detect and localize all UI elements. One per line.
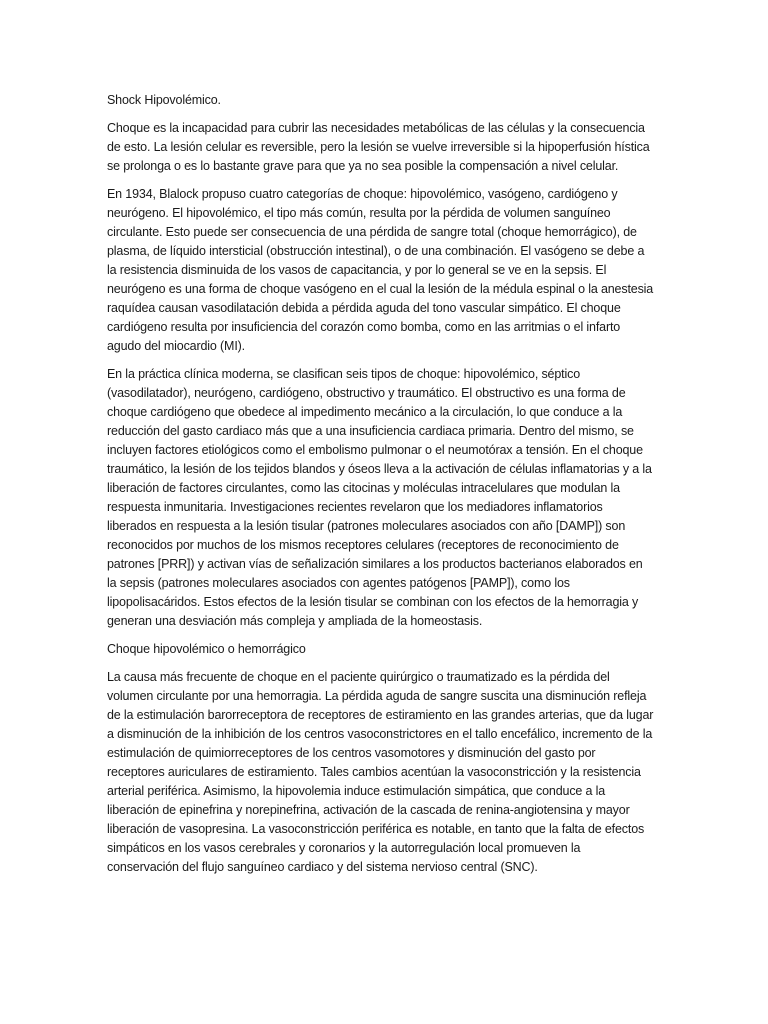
document-body: [107, 91, 655, 886]
paragraph-hemorrhagic-shock: La causa más frecuente de choque en el paciente quirúrgico o traumatizado es la pérdida del volumen circulante por una hemorragia. La pérdida aguda de sangre suscita una disminución refleja de la estimulación barorreceptora de receptores de estiramiento en las grandes arterias, que da lugar a disminución de la inhibición de los centros vasoconstrictores en el tallo encefálico, incremento de la estimulación de quimiorreceptores de los centros vasomotores y disminución del gasto por receptores auriculares de estiramiento. Tales cambios acentúan la vasoconstricción y la resistencia arterial periférica. Asimismo, la hipovolemia induce estimulación simpática, que conduce a la liberación de epinefrina y norepinefrina, activación de la cascada de renina-angiotensina y mayor liberación de vasopresina. La vasoconstricción periférica es notable, en tanto que la falta de efectos simpáticos en los vasos cerebrales y coronarios y la autorregulación local promueven la conservación del flujo sanguíneo cardiaco y del sistema nervioso central (SNC).: [107, 670, 654, 874]
paragraph-blalock-categories: En 1934, Blalock propuso cuatro categorías de choque: hipovolémico, vasógeno, cardiógeno y neurógeno. El hipovolémico, el tipo más común, resulta por la pérdida de volumen sanguíneo circulante. Esto puede ser consecuencia de una pérdida de sangre total (choque hemorrágico), de plasma, de líquido intersticial (obstrucción intestinal), o de una combinación. El vasógeno se debe a la resistencia disminuida de los vasos de capacitancia, y por lo general se ve en la sepsis. El neurógeno es una forma de choque vasógeno en el cual la lesión de la médula espinal o la anestesia raquídea causan vasodilatación debida a pérdida aguda del tono vascular simpático. El choque cardiógeno resulta por insuficiencia del corazón como bomba, como en las arritmias o el infarto agudo del miocardio (MI).: [107, 187, 654, 353]
section-subheading: Choque hipovolémico o hemorrágico: [107, 642, 306, 656]
paragraph-definition: Choque es la incapacidad para cubrir las necesidades metabólicas de las células y la consecuencia de esto. La lesión celular es reversible, pero la lesión se vuelve irreversible si la hipoperfusión hística se prolonga o es lo bastante grave para que ya no sea posible la compensación a nivel celular.: [107, 121, 650, 173]
document-title: Shock Hipovolémico.: [107, 93, 221, 107]
paragraph-modern-classification: En la práctica clínica moderna, se clasifican seis tipos de choque: hipovolémico, séptico (vasodilatador), neurógeno, cardiógeno, obstructivo y traumático. El obstructivo es una forma de choque cardiógeno que obedece al impedimento mecánico a la circulación, lo que conduce a la reducción del gasto cardiaco más que a una insuficiencia cardiaca primaria. Dentro del mismo, se incluyen factores etiológicos como el embolismo pulmonar o el neumotórax a tensión. En el choque traumático, la lesión de los tejidos blandos y óseos lleva a la activación de células inflamatorias y a la liberación de factores circulantes, como las citocinas y moléculas intracelulares que modulan la respuesta inmunitaria. Investigaciones recientes revelaron que los mediadores inflamatorios liberados en respuesta a la lesión tisular (patrones moleculares asociados con año [DAMP]) son reconocidos por muchos de los mismos receptores celulares (receptores de reconocimiento de patrones [PRR]) y activan vías de señalización similares a los productos bacterianos elaborados en la sepsis (patrones moleculares asociados con agentes patógenos [PAMP]), como los lipopolisacáridos. Estos efectos de la lesión tisular se combinan con los efectos de la hemorragia y generan una desviación más compleja y ampliada de la homeostasis.: [107, 367, 652, 628]
